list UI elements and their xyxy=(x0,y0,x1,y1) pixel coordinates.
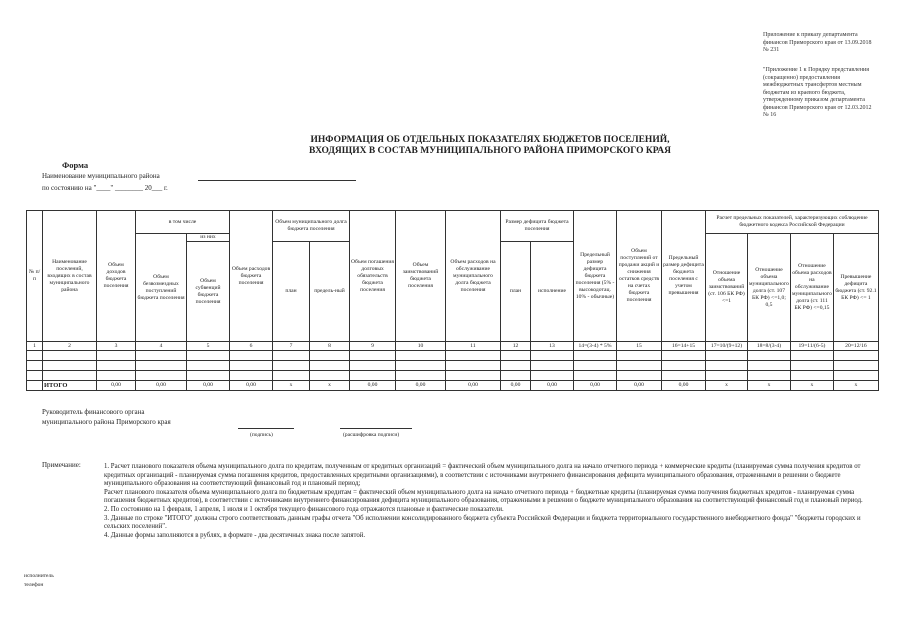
table-row xyxy=(27,351,879,361)
num-cell: 3 xyxy=(97,342,136,351)
num-cell: 1 xyxy=(27,342,43,351)
col-11-header: Объем расходов на обслуживание муниципального долга бюджета поселения xyxy=(446,211,501,342)
district-field[interactable] xyxy=(198,180,356,181)
num-cell: 6 xyxy=(230,342,273,351)
form-label: Форма xyxy=(62,160,89,170)
total-cell: 0,00 xyxy=(187,381,230,391)
column-numbers-row xyxy=(27,342,879,351)
district-label: Наименование муниципального района xyxy=(42,172,160,180)
total-label: ИТОГО xyxy=(43,381,97,391)
table-row xyxy=(27,371,879,381)
deficit-header: Размер дефицита бюджета поселения xyxy=(501,211,574,242)
limits-header: Расчет предельных показателей, характеризующих соблюдение бюджетного кодекса Российской Федерации xyxy=(706,211,879,234)
col-8-header: предель-ный xyxy=(310,242,350,342)
num-cell: 9 xyxy=(350,342,396,351)
page-title: ИНФОРМАЦИЯ ОБ ОТДЕЛЬНЫХ ПОКАЗАТЕЛЯХ БЮДЖЕТОВ ПОСЕЛЕНИЙ, ВХОДЯЩИХ В СОСТАВ МУНИЦИПАЛЬНОГО РАЙОНА ПРИМОРСКОГО КРАЯ xyxy=(308,135,672,156)
note-item: 2. По состоянию на 1 февраля, 1 апреля, 1 июля и 1 октября текущего финансового года отражаются плановые и фактические показатели. xyxy=(104,505,504,513)
head-title-line2: муниципального района Приморского края xyxy=(42,418,171,426)
total-cell: 0,00 xyxy=(136,381,187,391)
total-row xyxy=(27,381,879,391)
col-7-header: план xyxy=(273,242,310,342)
total-cell: x xyxy=(833,381,878,391)
col-9-header: Объем погашения долговых обязательств бюджета поселения xyxy=(350,211,396,342)
num-cell: 19=11/(6-5) xyxy=(790,342,833,351)
col-18-header: Отношение объема муниципального долга (ст. 107 БК РФ) <=1,0; 0,5 xyxy=(748,234,791,342)
total-cell: x xyxy=(748,381,791,391)
notes-body xyxy=(104,463,864,540)
num-cell: 4 xyxy=(136,342,187,351)
note-item: 4. Данные формы заполняются в рублях, в формате - два десятичных знака после запятой. xyxy=(104,531,366,539)
num-cell: 18=8/(3-4) xyxy=(748,342,791,351)
col-2-header: Наименование поселений, входящих в состав муниципального района xyxy=(43,211,97,342)
col-3-header: Объем доходов бюджета поселения xyxy=(97,211,136,342)
col-4-header: Объем безвозмездных поступлений бюджета поселения xyxy=(136,234,187,342)
col-10-header: Объем заимствований бюджета поселения xyxy=(396,211,446,342)
appendix-procedure-note: "Приложение 1 к Порядку представления (сокращенно) предоставления межбюджетных трансфертов местным бюджетам из краевого бюджета, утвержденному приказом департамента финансов Приморского края от 12.03.2012 № 16 xyxy=(763,67,872,118)
col-14-header: Предельный размер дефицита бюджета поселения (5% - высокодотац. 10% - обычные) xyxy=(574,211,617,342)
municipal-debt-header: Объем муниципального долга бюджета поселения xyxy=(273,211,350,242)
col-16-header: Предельный размер дефицита бюджета поселения с учетом превышения xyxy=(662,211,706,342)
executor-label: исполнитель xyxy=(24,573,54,579)
total-cell: x xyxy=(790,381,833,391)
iz-nih-header: из них xyxy=(187,234,230,242)
num-cell: 10 xyxy=(396,342,446,351)
num-cell: 8 xyxy=(310,342,350,351)
col-20-header: Превышение дефицита бюджета (ст. 92.1 БК РФ) <= 1 xyxy=(833,234,878,342)
num-cell: 7 xyxy=(273,342,310,351)
total-cell: 0,00 xyxy=(617,381,662,391)
name-caption: (расшифровка подписи) xyxy=(343,432,400,438)
col-5-header: Объем субвенций бюджета поселения xyxy=(187,242,230,342)
total-cell: 0,00 xyxy=(501,381,531,391)
num-cell: 12 xyxy=(501,342,531,351)
total-cell: 0,00 xyxy=(230,381,273,391)
num-cell: 17=10/(9+12) xyxy=(706,342,748,351)
col-6-header: Объем расходов бюджета поселения xyxy=(230,211,273,342)
signature-field[interactable] xyxy=(238,428,294,429)
total-cell: 0,00 xyxy=(396,381,446,391)
head-title-line1: Руководитель финансового органа xyxy=(42,408,145,416)
note-item: 1. Расчет планового показателя объема муниципального долга по кредитам, полученным от кредитных организаций = фактический объем муниципального долга на начало отчетного периода + коммерческие кредиты (планируемая сумма получения кредитов от кредитных организаций - планируемая сумма погашения кредитов, предоставленных кредитными организациями), в соответствии с источниками внутреннего финансирования дефицита муниципального образования, отраженными в решении о бюджете муниципального образования на соответствующий финансовый год и плановый период; xyxy=(104,463,861,488)
col-17-header: Отношение объема заимствований (ст. 106 БК РФ) <=1 xyxy=(706,234,748,342)
num-cell: 14=(3-4) * 5% xyxy=(574,342,617,351)
total-cell: 0,00 xyxy=(446,381,501,391)
col-15-header: Объем поступлений от продажи акций и снижения остатков средств на счетах бюджета поселения xyxy=(617,211,662,342)
date-label: по состоянию на "____" ________ 20___ г. xyxy=(42,184,168,192)
total-cell: 0,00 xyxy=(350,381,396,391)
note-item: Расчет планового показателя объема муниципального долга по бюджетным кредитам = фактический объем муниципального долга на начало отчетного периода + бюджетные кредиты (планируемая сумма получения бюджетных кредитов - планируемая сумма погашения бюджетных кредитов), в соответствии с источниками внутреннего финансирования дефицита муниципального образования, отраженными в решении о бюджете муниципального образования на соответствующий финансовый год и плановый период. xyxy=(104,488,863,505)
table-row xyxy=(27,361,879,371)
note-item: 3. Данные по строке "ИТОГО" должны строго соответствовать данным графы отчета "Об исполнении консолидированного бюджета субъекта Российской Федерации и бюджета территориального государственного внебюджетного фонда" "бюджеты городских и сельских поселений". xyxy=(104,514,861,531)
notes-label: Примечание: xyxy=(42,461,81,469)
phone-label: телефон xyxy=(24,582,44,588)
num-cell: 16=14+15 xyxy=(662,342,706,351)
col-12-header: план xyxy=(501,242,531,342)
num-cell: 2 xyxy=(43,342,97,351)
v-tom-chisle-header: в том числе xyxy=(136,211,230,234)
name-field[interactable] xyxy=(340,428,412,429)
total-cell: 0,00 xyxy=(97,381,136,391)
num-cell: 20=12/16 xyxy=(833,342,878,351)
num-cell: 15 xyxy=(617,342,662,351)
num-cell: 11 xyxy=(446,342,501,351)
num-cell: 5 xyxy=(187,342,230,351)
col-13-header: исполнение xyxy=(531,242,574,342)
col-1-header: № п/п xyxy=(27,211,43,342)
total-cell: x xyxy=(273,381,310,391)
total-cell: x xyxy=(310,381,350,391)
signature-caption: (подпись) xyxy=(250,432,273,438)
total-cell: 0,00 xyxy=(574,381,617,391)
indicators-table xyxy=(26,210,879,391)
total-cell: 0,00 xyxy=(531,381,574,391)
appendix-order-note: Приложение к приказу департамента финансов Приморского края от 13.09.2018 № 231 xyxy=(763,32,872,53)
col-19-header: Отношение объема расходов на обслуживание муниципального долга (ст. 111 БК РФ) <=0,15 xyxy=(790,234,833,342)
total-cell: x xyxy=(706,381,748,391)
total-cell: 0,00 xyxy=(662,381,706,391)
num-cell: 13 xyxy=(531,342,574,351)
